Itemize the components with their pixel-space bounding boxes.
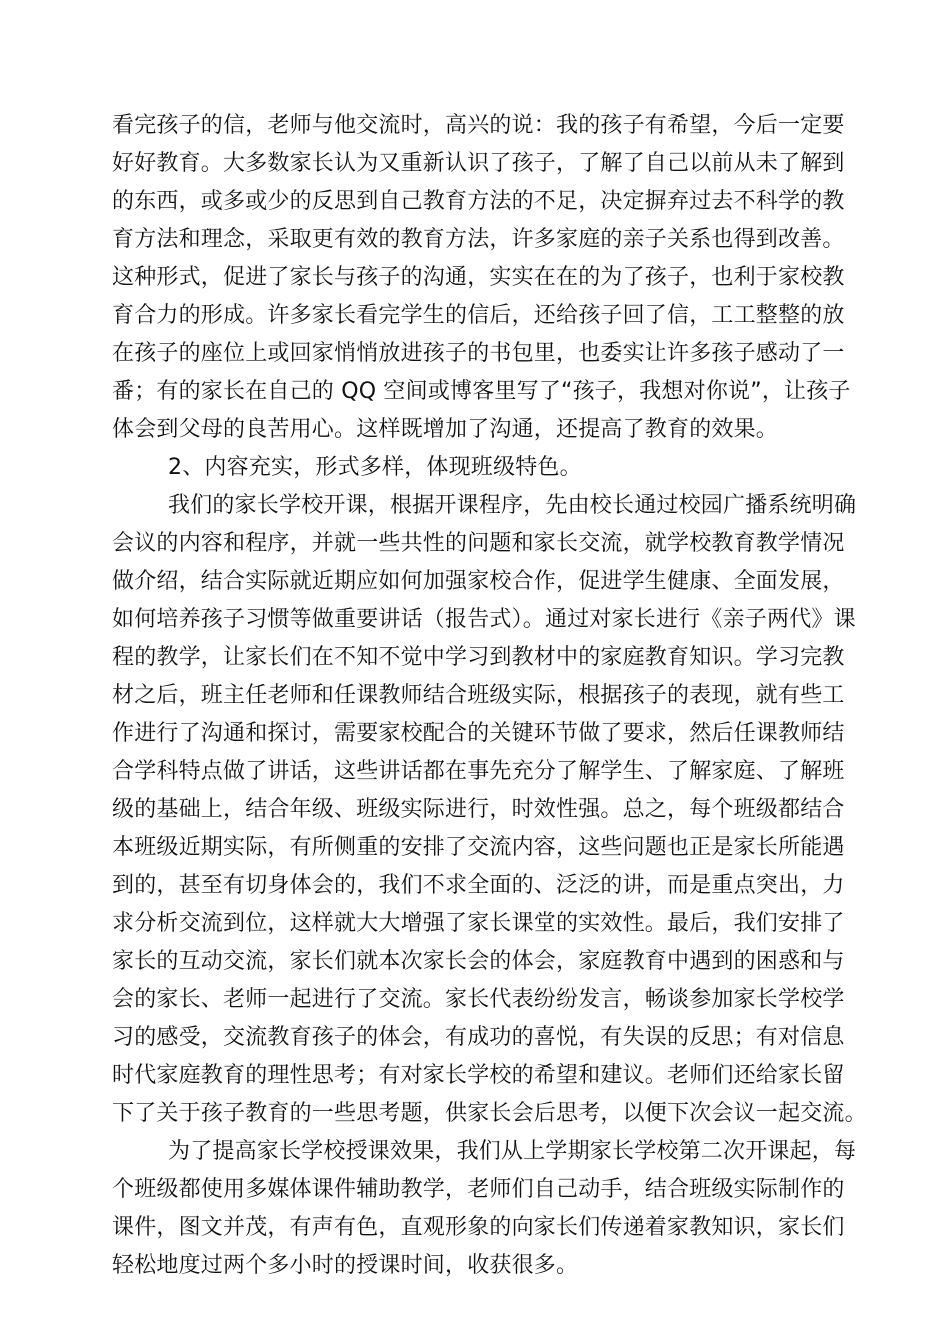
text-line: 体会到父母的良苦用心。这样既增加了沟通，还提高了教育的效果。 [112, 417, 779, 442]
paragraph-start-line: 我们的家长学校开课，根据开课程序，先由校长通过校园广播系统明确 [168, 493, 857, 518]
text-line: 番；有的家长在自己的 QQ 空间或博客里写了“孩子，我想对你说”，让孩子 [112, 379, 851, 404]
text-line: 育方法和理念，采取更有效的教育方法，许多家庭的亲子关系也得到改善。 [112, 227, 845, 252]
text-line: 习的感受，交流教育孩子的体会，有成功的喜悦，有失误的反思；有对信息 [112, 1025, 845, 1050]
text-line: 到的，甚至有切身体会的，我们不求全面的、泛泛的讲，而是重点突出，力 [112, 873, 845, 898]
text-line: 合学科特点做了讲话，这些讲话都在事先充分了解学生、了解家庭、了解班 [112, 759, 845, 784]
text-line: 课件，图文并茂，有声有色，直观形象的向家长们传递着家教知识，家长们 [112, 1215, 845, 1240]
text-line: 会的家长、老师一起进行了交流。家长代表纷纷发言，畅谈参加家长学校学 [112, 987, 845, 1012]
text-line: 会议的内容和程序，并就一些共性的问题和家长交流，就学校教育教学情况 [112, 531, 845, 556]
text-line: 家长的互动交流，家长们就本次家长会的体会，家庭教育中遇到的困惑和与 [112, 949, 845, 974]
text-line: 作进行了沟通和探讨，需要家校配合的关键环节做了要求，然后任课教师结 [112, 721, 845, 746]
text-line: 在孩子的座位上或回家悄悄放进孩子的书包里，也委实让许多孩子感动了一 [112, 341, 845, 366]
text-line: 好好教育。大多数家长认为又重新认识了孩子，了解了自己以前从未了解到 [112, 151, 845, 176]
text-line: 下了关于孩子教育的一些思考题，供家长会后思考，以便下次会议一起交流。 [112, 1101, 867, 1126]
document-body [112, 107, 868, 1285]
text-line: 本班级近期实际，有所侧重的安排了交流内容，这些问题也正是家长所能遇 [112, 835, 845, 860]
text-line: 的东西，或多或少的反思到自己教育方法的不足，决定摒弃过去不科学的教 [112, 189, 845, 214]
text-line: 育合力的形成。许多家长看完学生的信后，还给孩子回了信，工工整整的放 [112, 303, 845, 328]
text-line: 如何培养孩子习惯等做重要讲话（报告式）。通过对家长进行《亲子两代》课 [112, 607, 856, 632]
text-line: 程的教学，让家长们在不知不觉中学习到教材中的家庭教育知识。学习完教 [112, 645, 845, 670]
text-line: 这种形式，促进了家长与孩子的沟通，实实在在的为了孩子，也利于家校教 [112, 265, 845, 290]
paragraph-start-line: 为了提高家长学校授课效果，我们从上学期家长学校第二次开课起，每 [168, 1139, 857, 1164]
text-line: 做介绍，结合实际就近期应如何加强家校合作，促进学生健康、全面发展， [112, 569, 845, 594]
text-line: 轻松地度过两个多小时的授课时间，收获很多。 [112, 1253, 579, 1278]
text-line: 时代家庭教育的理性思考；有对家长学校的希望和建议。老师们还给家长留 [112, 1063, 845, 1088]
text-line: 材之后，班主任老师和任课教师结合班级实际，根据孩子的表现，就有些工 [112, 683, 845, 708]
text-line: 看完孩子的信，老师与他交流时，高兴的说：我的孩子有希望，今后一定要 [112, 113, 845, 138]
text-line: 个班级都使用多媒体课件辅助教学，老师们自己动手，结合班级实际制作的 [112, 1177, 845, 1202]
text-line: 级的基础上，结合年级、班级实际进行，时效性强。总之，每个班级都结合 [112, 797, 845, 822]
text-line: 求分析交流到位，这样就大大增强了家长课堂的实效性。最后，我们安排了 [112, 911, 845, 936]
section-heading: 2、内容充实，形式多样，体现班级特色。 [168, 455, 582, 480]
